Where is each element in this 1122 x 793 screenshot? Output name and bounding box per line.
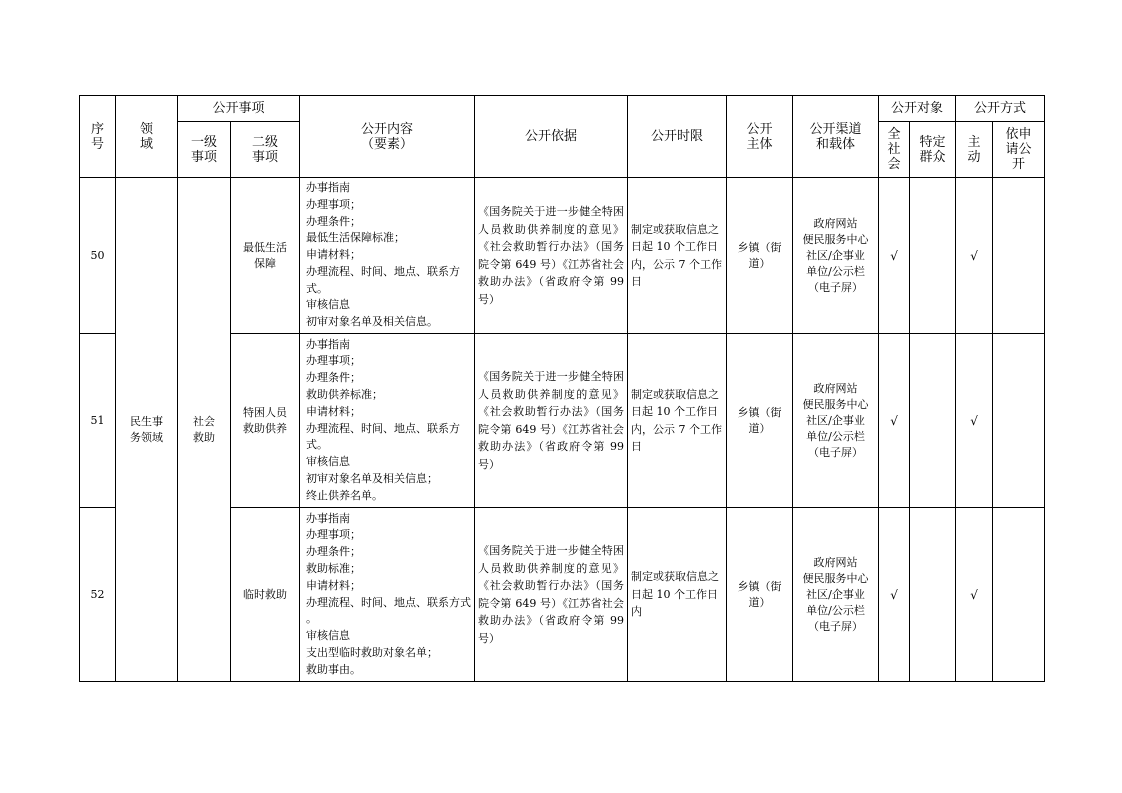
row-item-l2: 特困人员 救助供养 bbox=[231, 334, 300, 508]
header-target: 公开对象 bbox=[879, 96, 956, 122]
row-seq: 51 bbox=[80, 334, 116, 508]
header-mode-active: 主 动 bbox=[956, 122, 993, 178]
row-mode-active-check: √ bbox=[956, 178, 993, 334]
row-channel: 政府网站 便民服务中心 社区/企事业 单位/公示栏 （电子屏） bbox=[793, 178, 879, 334]
row-mode-active-check: √ bbox=[956, 508, 993, 682]
row-time-limit: 制定或获取信息之日起 10 个工作日内，公示 7 个工作日 bbox=[628, 178, 727, 334]
row-basis: 《国务院关于进一步健全特困人员救助供养制度的意见》《社会救助暂行办法》（国务院令第 649 号）《江苏省社会救助办法》（省政府令第 99 号） bbox=[475, 178, 628, 334]
header-target-specific: 特定 群众 bbox=[910, 122, 956, 178]
row-time-limit: 制定或获取信息之日起 10 个工作日内 bbox=[628, 508, 727, 682]
row-basis: 《国务院关于进一步健全特困人员救助供养制度的意见》《社会救助暂行办法》（国务院令第 649 号）《江苏省社会救助办法》（省政府令第 99 号） bbox=[475, 334, 628, 508]
row-subject: 乡镇（街 道） bbox=[727, 334, 793, 508]
row-target-all-check: √ bbox=[879, 334, 910, 508]
row-target-all-check: √ bbox=[879, 508, 910, 682]
header-mode: 公开方式 bbox=[956, 96, 1045, 122]
header-items: 公开事项 bbox=[178, 96, 300, 122]
header-mode-apply: 依申 请公 开 bbox=[993, 122, 1045, 178]
row-subject: 乡镇（街 道） bbox=[727, 178, 793, 334]
row-item-l2: 最低生活 保障 bbox=[231, 178, 300, 334]
row-mode-apply-check bbox=[993, 508, 1045, 682]
row-basis: 《国务院关于进一步健全特困人员救助供养制度的意见》《社会救助暂行办法》（国务院令第 649 号）《江苏省社会救助办法》（省政府令第 99 号） bbox=[475, 508, 628, 682]
header-seq: 序 号 bbox=[80, 96, 116, 178]
row-content: 办事指南 办理事项； 办理条件； 最低生活保障标准； 申请材料； 办理流程、时间、地点、联系方式。 审核信息 初审对象名单及相关信息。 bbox=[300, 178, 475, 334]
header-item-l2: 二级 事项 bbox=[231, 122, 300, 178]
row-content: 办事指南 办理事项； 办理条件； 救助供养标准； 申请材料； 办理流程、时间、地点、联系方式。 审核信息 初审对象名单及相关信息； 终止供养名单。 bbox=[300, 334, 475, 508]
row-subject: 乡镇（街 道） bbox=[727, 508, 793, 682]
row-time-limit: 制定或获取信息之日起 10 个工作日内，公示 7 个工作日 bbox=[628, 334, 727, 508]
row-seq: 52 bbox=[80, 508, 116, 682]
item-l1-cell: 社会 救助 bbox=[178, 178, 231, 682]
header-basis: 公开依据 bbox=[475, 96, 628, 178]
row-channel: 政府网站 便民服务中心 社区/企事业 单位/公示栏 （电子屏） bbox=[793, 334, 879, 508]
row-target-specific-check bbox=[910, 178, 956, 334]
row-mode-apply-check bbox=[993, 178, 1045, 334]
domain-cell: 民生事 务领域 bbox=[116, 178, 178, 682]
row-content: 办事指南 办理事项； 办理条件； 救助标准； 申请材料； 办理流程、时间、地点、联系方式 。 审核信息 支出型临时救助对象名单； 救助事由。 bbox=[300, 508, 475, 682]
row-item-l2: 临时救助 bbox=[231, 508, 300, 682]
row-channel: 政府网站 便民服务中心 社区/企事业 单位/公示栏 （电子屏） bbox=[793, 508, 879, 682]
row-target-specific-check bbox=[910, 508, 956, 682]
header-domain: 领 域 bbox=[116, 96, 178, 178]
header-subject: 公开 主体 bbox=[727, 96, 793, 178]
row-mode-active-check: √ bbox=[956, 334, 993, 508]
header-time-limit: 公开时限 bbox=[628, 96, 727, 178]
row-target-all-check: √ bbox=[879, 178, 910, 334]
row-target-specific-check bbox=[910, 334, 956, 508]
header-target-all: 全 社 会 bbox=[879, 122, 910, 178]
disclosure-table bbox=[79, 95, 1045, 682]
row-seq: 50 bbox=[80, 178, 116, 334]
header-channel: 公开渠道 和载体 bbox=[793, 96, 879, 178]
table-row bbox=[80, 178, 1045, 334]
header-content: 公开内容 （要素） bbox=[300, 96, 475, 178]
header-row-1 bbox=[80, 96, 1045, 122]
header-item-l1: 一级 事项 bbox=[178, 122, 231, 178]
row-mode-apply-check bbox=[993, 334, 1045, 508]
